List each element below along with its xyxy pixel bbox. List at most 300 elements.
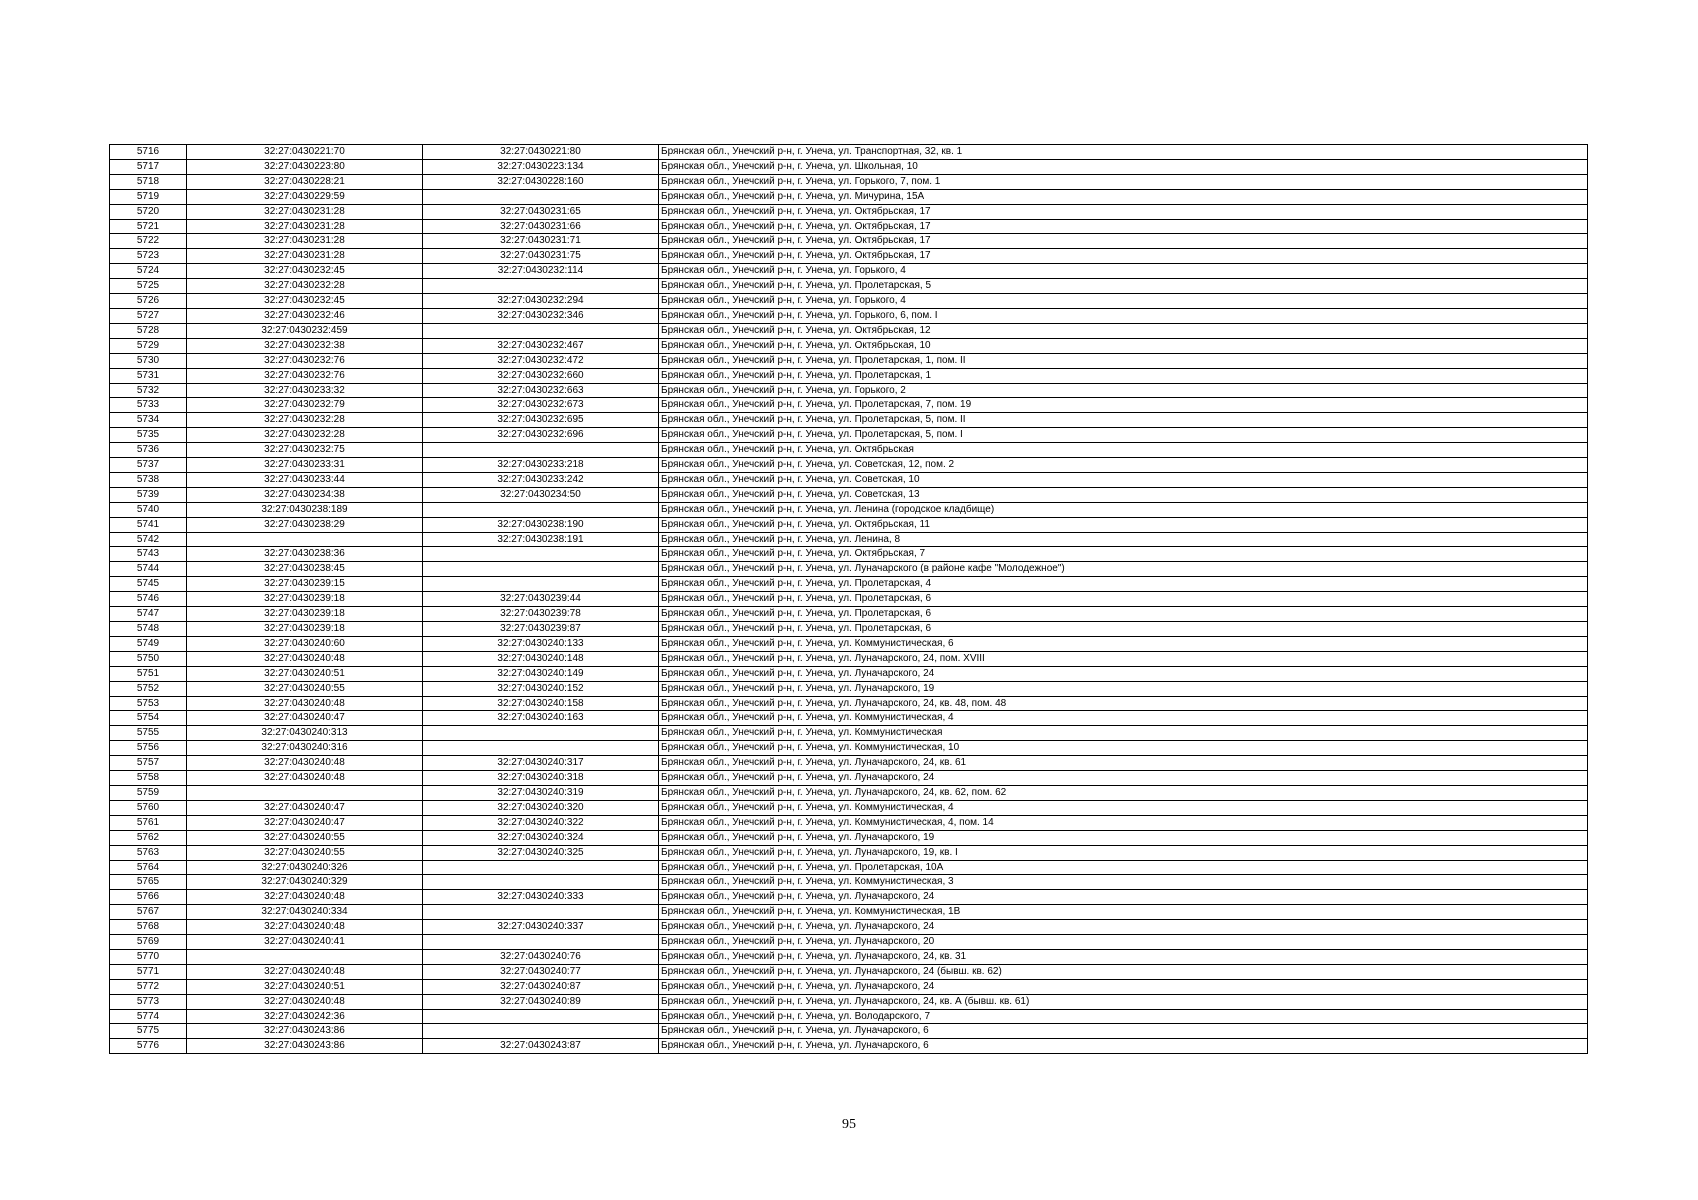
table-row xyxy=(110,1009,1588,1024)
table-row xyxy=(110,920,1588,935)
row-number-cell: 5762 xyxy=(110,830,187,845)
address-cell: Брянская обл., Унечский р-н, г. Унеча, ул. Школьная, 10 xyxy=(659,159,1588,174)
row-number-cell: 5726 xyxy=(110,294,187,309)
register-table-body xyxy=(110,145,1588,1054)
parcel-cadastral-number-cell: 32:27:0430240:55 xyxy=(187,681,423,696)
table-row xyxy=(110,696,1588,711)
object-cadastral-number-cell: 32:27:0430239:87 xyxy=(423,622,659,637)
table-row xyxy=(110,666,1588,681)
parcel-cadastral-number-cell: 32:27:0430240:48 xyxy=(187,964,423,979)
parcel-cadastral-number-cell: 32:27:0430232:75 xyxy=(187,443,423,458)
address-cell: Брянская обл., Унечский р-н, г. Унеча, ул. Коммунистическая, 4 xyxy=(659,800,1588,815)
row-number-cell: 5751 xyxy=(110,666,187,681)
object-cadastral-number-cell: 32:27:0430238:191 xyxy=(423,532,659,547)
object-cadastral-number-cell: 32:27:0430240:163 xyxy=(423,711,659,726)
object-cadastral-number-cell: 32:27:0430240:158 xyxy=(423,696,659,711)
object-cadastral-number-cell: 32:27:0430240:322 xyxy=(423,815,659,830)
address-cell: Брянская обл., Унечский р-н, г. Унеча, ул. Транспортная, 32, кв. 1 xyxy=(659,145,1588,160)
table-row xyxy=(110,204,1588,219)
address-cell: Брянская обл., Унечский р-н, г. Унеча, ул. Пролетарская, 7, пом. 19 xyxy=(659,398,1588,413)
address-cell: Брянская обл., Унечский р-н, г. Унеча, ул. Октябрьская, 17 xyxy=(659,219,1588,234)
parcel-cadastral-number-cell: 32:27:0430240:329 xyxy=(187,875,423,890)
row-number-cell: 5718 xyxy=(110,174,187,189)
row-number-cell: 5765 xyxy=(110,875,187,890)
address-cell: Брянская обл., Унечский р-н, г. Унеча, ул. Мичурина, 15А xyxy=(659,189,1588,204)
row-number-cell: 5735 xyxy=(110,428,187,443)
parcel-cadastral-number-cell: 32:27:0430240:55 xyxy=(187,845,423,860)
object-cadastral-number-cell xyxy=(423,279,659,294)
table-row xyxy=(110,771,1588,786)
row-number-cell: 5722 xyxy=(110,234,187,249)
table-row xyxy=(110,562,1588,577)
address-cell: Брянская обл., Унечский р-н, г. Унеча, ул. Луначарского (в районе кафе "Молодежное") xyxy=(659,562,1588,577)
row-number-cell: 5756 xyxy=(110,741,187,756)
parcel-cadastral-number-cell: 32:27:0430239:18 xyxy=(187,622,423,637)
object-cadastral-number-cell: 32:27:0430243:87 xyxy=(423,1039,659,1054)
table-row xyxy=(110,264,1588,279)
address-cell: Брянская обл., Унечский р-н, г. Унеча, ул. Луначарского, 20 xyxy=(659,935,1588,950)
table-row xyxy=(110,1039,1588,1054)
object-cadastral-number-cell: 32:27:0430240:76 xyxy=(423,949,659,964)
address-cell: Брянская обл., Унечский р-н, г. Унеча, ул. Луначарского, 24, кв. А (бывш. кв. 61) xyxy=(659,994,1588,1009)
object-cadastral-number-cell: 32:27:0430240:77 xyxy=(423,964,659,979)
parcel-cadastral-number-cell: 32:27:0430231:28 xyxy=(187,249,423,264)
object-cadastral-number-cell: 32:27:0430240:148 xyxy=(423,651,659,666)
row-number-cell: 5733 xyxy=(110,398,187,413)
parcel-cadastral-number-cell: 32:27:0430232:76 xyxy=(187,368,423,383)
row-number-cell: 5766 xyxy=(110,890,187,905)
row-number-cell: 5758 xyxy=(110,771,187,786)
table-row xyxy=(110,234,1588,249)
parcel-cadastral-number-cell: 32:27:0430240:48 xyxy=(187,756,423,771)
table-row xyxy=(110,651,1588,666)
row-number-cell: 5744 xyxy=(110,562,187,577)
table-row xyxy=(110,815,1588,830)
parcel-cadastral-number-cell: 32:27:0430243:86 xyxy=(187,1039,423,1054)
address-cell: Брянская обл., Унечский р-н, г. Унеча, ул. Коммунистическая, 4, пом. 14 xyxy=(659,815,1588,830)
parcel-cadastral-number-cell: 32:27:0430240:55 xyxy=(187,830,423,845)
row-number-cell: 5734 xyxy=(110,413,187,428)
parcel-cadastral-number-cell: 32:27:0430240:60 xyxy=(187,636,423,651)
address-cell: Брянская обл., Унечский р-н, г. Унеча, ул. Луначарского, 19 xyxy=(659,830,1588,845)
table-row xyxy=(110,323,1588,338)
object-cadastral-number-cell: 32:27:0430221:80 xyxy=(423,145,659,160)
parcel-cadastral-number-cell: 32:27:0430239:18 xyxy=(187,607,423,622)
address-cell: Брянская обл., Унечский р-н, г. Унеча, ул. Луначарского, 24, пом. XVIII xyxy=(659,651,1588,666)
parcel-cadastral-number-cell: 32:27:0430231:28 xyxy=(187,204,423,219)
row-number-cell: 5746 xyxy=(110,592,187,607)
row-number-cell: 5731 xyxy=(110,368,187,383)
parcel-cadastral-number-cell: 32:27:0430232:76 xyxy=(187,353,423,368)
parcel-cadastral-number-cell: 32:27:0430240:51 xyxy=(187,666,423,681)
parcel-cadastral-number-cell: 32:27:0430239:15 xyxy=(187,577,423,592)
object-cadastral-number-cell: 32:27:0430233:218 xyxy=(423,458,659,473)
address-cell: Брянская обл., Унечский р-н, г. Унеча, ул. Пролетарская, 6 xyxy=(659,592,1588,607)
row-number-cell: 5727 xyxy=(110,308,187,323)
address-cell: Брянская обл., Унечский р-н, г. Унеча, ул. Пролетарская, 5, пом. I xyxy=(659,428,1588,443)
row-number-cell: 5741 xyxy=(110,517,187,532)
address-cell: Брянская обл., Унечский р-н, г. Унеча, ул. Горького, 6, пом. I xyxy=(659,308,1588,323)
address-cell: Брянская обл., Унечский р-н, г. Унеча, ул. Луначарского, 19, кв. I xyxy=(659,845,1588,860)
row-number-cell: 5752 xyxy=(110,681,187,696)
parcel-cadastral-number-cell: 32:27:0430232:28 xyxy=(187,428,423,443)
row-number-cell: 5763 xyxy=(110,845,187,860)
row-number-cell: 5761 xyxy=(110,815,187,830)
object-cadastral-number-cell xyxy=(423,577,659,592)
row-number-cell: 5764 xyxy=(110,860,187,875)
table-row xyxy=(110,756,1588,771)
parcel-cadastral-number-cell: 32:27:0430240:48 xyxy=(187,696,423,711)
address-cell: Брянская обл., Унечский р-н, г. Унеча, ул. Пролетарская, 4 xyxy=(659,577,1588,592)
table-row xyxy=(110,472,1588,487)
page-number: 95 xyxy=(842,1117,856,1132)
parcel-cadastral-number-cell: 32:27:0430238:189 xyxy=(187,502,423,517)
parcel-cadastral-number-cell: 32:27:0430233:44 xyxy=(187,472,423,487)
table-row xyxy=(110,830,1588,845)
table-row xyxy=(110,502,1588,517)
table-row xyxy=(110,800,1588,815)
parcel-cadastral-number-cell: 32:27:0430240:51 xyxy=(187,979,423,994)
table-row xyxy=(110,875,1588,890)
table-row xyxy=(110,294,1588,309)
row-number-cell: 5732 xyxy=(110,383,187,398)
row-number-cell: 5768 xyxy=(110,920,187,935)
parcel-cadastral-number-cell: 32:27:0430221:70 xyxy=(187,145,423,160)
object-cadastral-number-cell xyxy=(423,547,659,562)
table-row xyxy=(110,383,1588,398)
object-cadastral-number-cell: 32:27:0430231:66 xyxy=(423,219,659,234)
parcel-cadastral-number-cell: 32:27:0430229:59 xyxy=(187,189,423,204)
object-cadastral-number-cell: 32:27:0430232:467 xyxy=(423,338,659,353)
object-cadastral-number-cell: 32:27:0430240:325 xyxy=(423,845,659,860)
table-row xyxy=(110,577,1588,592)
table-row xyxy=(110,413,1588,428)
parcel-cadastral-number-cell: 32:27:0430240:326 xyxy=(187,860,423,875)
object-cadastral-number-cell: 32:27:0430232:472 xyxy=(423,353,659,368)
parcel-cadastral-number-cell: 32:27:0430231:28 xyxy=(187,219,423,234)
table-row xyxy=(110,398,1588,413)
row-number-cell: 5773 xyxy=(110,994,187,1009)
table-row xyxy=(110,308,1588,323)
address-cell: Брянская обл., Унечский р-н, г. Унеча, ул. Луначарского, 24, кв. 61 xyxy=(659,756,1588,771)
row-number-cell: 5757 xyxy=(110,756,187,771)
address-cell: Брянская обл., Унечский р-н, г. Унеча, ул. Горького, 7, пом. 1 xyxy=(659,174,1588,189)
table-row xyxy=(110,145,1588,160)
parcel-cadastral-number-cell: 32:27:0430240:47 xyxy=(187,815,423,830)
parcel-cadastral-number-cell: 32:27:0430240:313 xyxy=(187,726,423,741)
address-cell: Брянская обл., Унечский р-н, г. Унеча, ул. Луначарского, 24 xyxy=(659,666,1588,681)
row-number-cell: 5737 xyxy=(110,458,187,473)
parcel-cadastral-number-cell: 32:27:0430232:38 xyxy=(187,338,423,353)
parcel-cadastral-number-cell: 32:27:0430243:86 xyxy=(187,1024,423,1039)
address-cell: Брянская обл., Унечский р-н, г. Унеча, ул. Октябрьская, 11 xyxy=(659,517,1588,532)
address-cell: Брянская обл., Унечский р-н, г. Унеча, ул. Луначарского, 24, кв. 62, пом. 62 xyxy=(659,785,1588,800)
address-cell: Брянская обл., Унечский р-н, г. Унеча, ул. Луначарского, 24 xyxy=(659,771,1588,786)
table-row xyxy=(110,458,1588,473)
parcel-cadastral-number-cell: 32:27:0430240:47 xyxy=(187,800,423,815)
row-number-cell: 5728 xyxy=(110,323,187,338)
address-cell: Брянская обл., Унечский р-н, г. Унеча, ул. Пролетарская, 10А xyxy=(659,860,1588,875)
row-number-cell: 5736 xyxy=(110,443,187,458)
parcel-cadastral-number-cell: 32:27:0430240:48 xyxy=(187,890,423,905)
row-number-cell: 5740 xyxy=(110,502,187,517)
table-row xyxy=(110,279,1588,294)
row-number-cell: 5721 xyxy=(110,219,187,234)
object-cadastral-number-cell: 32:27:0430240:152 xyxy=(423,681,659,696)
row-number-cell: 5720 xyxy=(110,204,187,219)
address-cell: Брянская обл., Унечский р-н, г. Унеча, ул. Луначарского, 24 xyxy=(659,920,1588,935)
row-number-cell: 5723 xyxy=(110,249,187,264)
address-cell: Брянская обл., Унечский р-н, г. Унеча, ул. Советская, 10 xyxy=(659,472,1588,487)
parcel-cadastral-number-cell: 32:27:0430240:48 xyxy=(187,920,423,935)
object-cadastral-number-cell: 32:27:0430231:75 xyxy=(423,249,659,264)
object-cadastral-number-cell: 32:27:0430234:50 xyxy=(423,487,659,502)
object-cadastral-number-cell xyxy=(423,502,659,517)
table-row xyxy=(110,487,1588,502)
object-cadastral-number-cell xyxy=(423,875,659,890)
address-cell: Брянская обл., Унечский р-н, г. Унеча, ул. Горького, 4 xyxy=(659,294,1588,309)
register-table xyxy=(109,144,1588,1054)
object-cadastral-number-cell: 32:27:0430240:87 xyxy=(423,979,659,994)
parcel-cadastral-number-cell xyxy=(187,949,423,964)
address-cell: Брянская обл., Унечский р-н, г. Унеча, ул. Октябрьская, 10 xyxy=(659,338,1588,353)
object-cadastral-number-cell: 32:27:0430238:190 xyxy=(423,517,659,532)
object-cadastral-number-cell xyxy=(423,323,659,338)
parcel-cadastral-number-cell: 32:27:0430232:45 xyxy=(187,264,423,279)
table-row xyxy=(110,905,1588,920)
parcel-cadastral-number-cell xyxy=(187,785,423,800)
address-cell: Брянская обл., Унечский р-н, г. Унеча, ул. Октябрьская xyxy=(659,443,1588,458)
address-cell: Брянская обл., Унечский р-н, г. Унеча, ул. Октябрьская, 17 xyxy=(659,234,1588,249)
table-row xyxy=(110,994,1588,1009)
object-cadastral-number-cell: 32:27:0430223:134 xyxy=(423,159,659,174)
object-cadastral-number-cell: 32:27:0430231:65 xyxy=(423,204,659,219)
address-cell: Брянская обл., Унечский р-н, г. Унеча, ул. Пролетарская, 6 xyxy=(659,607,1588,622)
address-cell: Брянская обл., Унечский р-н, г. Унеча, ул. Луначарского, 24 xyxy=(659,979,1588,994)
object-cadastral-number-cell: 32:27:0430232:346 xyxy=(423,308,659,323)
address-cell: Брянская обл., Унечский р-н, г. Унеча, ул. Ленина (городское кладбище) xyxy=(659,502,1588,517)
object-cadastral-number-cell xyxy=(423,1009,659,1024)
row-number-cell: 5724 xyxy=(110,264,187,279)
row-number-cell: 5748 xyxy=(110,622,187,637)
object-cadastral-number-cell xyxy=(423,905,659,920)
address-cell: Брянская обл., Унечский р-н, г. Унеча, ул. Коммунистическая, 10 xyxy=(659,741,1588,756)
parcel-cadastral-number-cell: 32:27:0430240:48 xyxy=(187,651,423,666)
address-cell: Брянская обл., Унечский р-н, г. Унеча, ул. Луначарского, 24 xyxy=(659,890,1588,905)
parcel-cadastral-number-cell: 32:27:0430234:38 xyxy=(187,487,423,502)
parcel-cadastral-number-cell: 32:27:0430231:28 xyxy=(187,234,423,249)
parcel-cadastral-number-cell: 32:27:0430228:21 xyxy=(187,174,423,189)
parcel-cadastral-number-cell: 32:27:0430232:459 xyxy=(187,323,423,338)
object-cadastral-number-cell: 32:27:0430240:324 xyxy=(423,830,659,845)
table-row xyxy=(110,890,1588,905)
object-cadastral-number-cell: 32:27:0430240:317 xyxy=(423,756,659,771)
row-number-cell: 5769 xyxy=(110,935,187,950)
parcel-cadastral-number-cell: 32:27:0430232:28 xyxy=(187,279,423,294)
object-cadastral-number-cell: 32:27:0430240:337 xyxy=(423,920,659,935)
address-cell: Брянская обл., Унечский р-н, г. Унеча, ул. Советская, 12, пом. 2 xyxy=(659,458,1588,473)
parcel-cadastral-number-cell: 32:27:0430233:31 xyxy=(187,458,423,473)
address-cell: Брянская обл., Унечский р-н, г. Унеча, ул. Коммунистическая, 6 xyxy=(659,636,1588,651)
table-row xyxy=(110,935,1588,950)
row-number-cell: 5771 xyxy=(110,964,187,979)
object-cadastral-number-cell xyxy=(423,189,659,204)
object-cadastral-number-cell: 32:27:0430240:89 xyxy=(423,994,659,1009)
table-row xyxy=(110,845,1588,860)
address-cell: Брянская обл., Унечский р-н, г. Унеча, ул. Коммунистическая, 4 xyxy=(659,711,1588,726)
row-number-cell: 5742 xyxy=(110,532,187,547)
table-row xyxy=(110,219,1588,234)
object-cadastral-number-cell: 32:27:0430239:78 xyxy=(423,607,659,622)
parcel-cadastral-number-cell: 32:27:0430240:41 xyxy=(187,935,423,950)
object-cadastral-number-cell xyxy=(423,935,659,950)
object-cadastral-number-cell: 32:27:0430232:294 xyxy=(423,294,659,309)
address-cell: Брянская обл., Унечский р-н, г. Унеча, ул. Октябрьская, 17 xyxy=(659,204,1588,219)
object-cadastral-number-cell xyxy=(423,1024,659,1039)
parcel-cadastral-number-cell: 32:27:0430232:45 xyxy=(187,294,423,309)
table-row xyxy=(110,636,1588,651)
table-row xyxy=(110,711,1588,726)
object-cadastral-number-cell xyxy=(423,562,659,577)
object-cadastral-number-cell: 32:27:0430240:318 xyxy=(423,771,659,786)
table-row xyxy=(110,517,1588,532)
table-row xyxy=(110,443,1588,458)
parcel-cadastral-number-cell: 32:27:0430240:316 xyxy=(187,741,423,756)
row-number-cell: 5774 xyxy=(110,1009,187,1024)
row-number-cell: 5749 xyxy=(110,636,187,651)
address-cell: Брянская обл., Унечский р-н, г. Унеча, ул. Коммунистическая xyxy=(659,726,1588,741)
table-row xyxy=(110,607,1588,622)
address-cell: Брянская обл., Унечский р-н, г. Унеча, ул. Луначарского, 19 xyxy=(659,681,1588,696)
table-row xyxy=(110,681,1588,696)
address-cell: Брянская обл., Унечский р-н, г. Унеча, ул. Володарского, 7 xyxy=(659,1009,1588,1024)
parcel-cadastral-number-cell: 32:27:0430240:48 xyxy=(187,771,423,786)
row-number-cell: 5767 xyxy=(110,905,187,920)
parcel-cadastral-number-cell: 32:27:0430223:80 xyxy=(187,159,423,174)
address-cell: Брянская обл., Унечский р-н, г. Унеча, ул. Коммунистическая, 1В xyxy=(659,905,1588,920)
address-cell: Брянская обл., Унечский р-н, г. Унеча, ул. Луначарского, 6 xyxy=(659,1039,1588,1054)
address-cell: Брянская обл., Унечский р-н, г. Унеча, ул. Пролетарская, 5 xyxy=(659,279,1588,294)
row-number-cell: 5743 xyxy=(110,547,187,562)
table-row xyxy=(110,785,1588,800)
address-cell: Брянская обл., Унечский р-н, г. Унеча, ул. Луначарского, 24, кв. 48, пом. 48 xyxy=(659,696,1588,711)
row-number-cell: 5754 xyxy=(110,711,187,726)
object-cadastral-number-cell: 32:27:0430240:133 xyxy=(423,636,659,651)
parcel-cadastral-number-cell: 32:27:0430232:79 xyxy=(187,398,423,413)
parcel-cadastral-number-cell: 32:27:0430240:48 xyxy=(187,994,423,1009)
table-row xyxy=(110,979,1588,994)
object-cadastral-number-cell: 32:27:0430228:160 xyxy=(423,174,659,189)
object-cadastral-number-cell: 32:27:0430239:44 xyxy=(423,592,659,607)
parcel-cadastral-number-cell xyxy=(187,532,423,547)
object-cadastral-number-cell xyxy=(423,860,659,875)
row-number-cell: 5719 xyxy=(110,189,187,204)
object-cadastral-number-cell xyxy=(423,741,659,756)
parcel-cadastral-number-cell: 32:27:0430242:36 xyxy=(187,1009,423,1024)
table-row xyxy=(110,1024,1588,1039)
address-cell: Брянская обл., Унечский р-н, г. Унеча, ул. Ленина, 8 xyxy=(659,532,1588,547)
address-cell: Брянская обл., Унечский р-н, г. Унеча, ул. Пролетарская, 6 xyxy=(659,622,1588,637)
row-number-cell: 5739 xyxy=(110,487,187,502)
address-cell: Брянская обл., Унечский р-н, г. Унеча, ул. Горького, 2 xyxy=(659,383,1588,398)
address-cell: Брянская обл., Унечский р-н, г. Унеча, ул. Пролетарская, 1 xyxy=(659,368,1588,383)
table-row xyxy=(110,741,1588,756)
row-number-cell: 5755 xyxy=(110,726,187,741)
parcel-cadastral-number-cell: 32:27:0430232:28 xyxy=(187,413,423,428)
object-cadastral-number-cell: 32:27:0430240:319 xyxy=(423,785,659,800)
row-number-cell: 5760 xyxy=(110,800,187,815)
address-cell: Брянская обл., Унечский р-н, г. Унеча, ул. Октябрьская, 17 xyxy=(659,249,1588,264)
row-number-cell: 5759 xyxy=(110,785,187,800)
address-cell: Брянская обл., Унечский р-н, г. Унеча, ул. Октябрьская, 7 xyxy=(659,547,1588,562)
row-number-cell: 5775 xyxy=(110,1024,187,1039)
table-row xyxy=(110,353,1588,368)
row-number-cell: 5750 xyxy=(110,651,187,666)
table-row xyxy=(110,159,1588,174)
object-cadastral-number-cell: 32:27:0430232:663 xyxy=(423,383,659,398)
address-cell: Брянская обл., Унечский р-н, г. Унеча, ул. Луначарского, 24 (бывш. кв. 62) xyxy=(659,964,1588,979)
address-cell: Брянская обл., Унечский р-н, г. Унеча, ул. Коммунистическая, 3 xyxy=(659,875,1588,890)
object-cadastral-number-cell: 32:27:0430232:696 xyxy=(423,428,659,443)
table-row xyxy=(110,726,1588,741)
object-cadastral-number-cell: 32:27:0430232:673 xyxy=(423,398,659,413)
object-cadastral-number-cell: 32:27:0430240:320 xyxy=(423,800,659,815)
row-number-cell: 5770 xyxy=(110,949,187,964)
object-cadastral-number-cell: 32:27:0430231:71 xyxy=(423,234,659,249)
row-number-cell: 5747 xyxy=(110,607,187,622)
row-number-cell: 5729 xyxy=(110,338,187,353)
row-number-cell: 5725 xyxy=(110,279,187,294)
table-row xyxy=(110,860,1588,875)
row-number-cell: 5776 xyxy=(110,1039,187,1054)
object-cadastral-number-cell: 32:27:0430232:660 xyxy=(423,368,659,383)
address-cell: Брянская обл., Унечский р-н, г. Унеча, ул. Пролетарская, 1, пом. II xyxy=(659,353,1588,368)
object-cadastral-number-cell: 32:27:0430232:695 xyxy=(423,413,659,428)
object-cadastral-number-cell xyxy=(423,443,659,458)
parcel-cadastral-number-cell: 32:27:0430238:36 xyxy=(187,547,423,562)
object-cadastral-number-cell: 32:27:0430240:149 xyxy=(423,666,659,681)
address-cell: Брянская обл., Унечский р-н, г. Унеча, ул. Советская, 13 xyxy=(659,487,1588,502)
table-row xyxy=(110,949,1588,964)
row-number-cell: 5753 xyxy=(110,696,187,711)
table-row xyxy=(110,547,1588,562)
row-number-cell: 5716 xyxy=(110,145,187,160)
parcel-cadastral-number-cell: 32:27:0430233:32 xyxy=(187,383,423,398)
parcel-cadastral-number-cell: 32:27:0430240:47 xyxy=(187,711,423,726)
row-number-cell: 5730 xyxy=(110,353,187,368)
parcel-cadastral-number-cell: 32:27:0430232:46 xyxy=(187,308,423,323)
address-cell: Брянская обл., Унечский р-н, г. Унеча, ул. Луначарского, 24, кв. 31 xyxy=(659,949,1588,964)
table-row xyxy=(110,532,1588,547)
row-number-cell: 5717 xyxy=(110,159,187,174)
parcel-cadastral-number-cell: 32:27:0430238:45 xyxy=(187,562,423,577)
object-cadastral-number-cell: 32:27:0430233:242 xyxy=(423,472,659,487)
table-row xyxy=(110,622,1588,637)
parcel-cadastral-number-cell: 32:27:0430239:18 xyxy=(187,592,423,607)
table-row xyxy=(110,428,1588,443)
row-number-cell: 5772 xyxy=(110,979,187,994)
table-row xyxy=(110,189,1588,204)
parcel-cadastral-number-cell: 32:27:0430238:29 xyxy=(187,517,423,532)
table-row xyxy=(110,249,1588,264)
table-row xyxy=(110,338,1588,353)
table-row xyxy=(110,174,1588,189)
row-number-cell: 5745 xyxy=(110,577,187,592)
object-cadastral-number-cell: 32:27:0430232:114 xyxy=(423,264,659,279)
table-row xyxy=(110,368,1588,383)
address-cell: Брянская обл., Унечский р-н, г. Унеча, ул. Луначарского, 6 xyxy=(659,1024,1588,1039)
parcel-cadastral-number-cell: 32:27:0430240:334 xyxy=(187,905,423,920)
